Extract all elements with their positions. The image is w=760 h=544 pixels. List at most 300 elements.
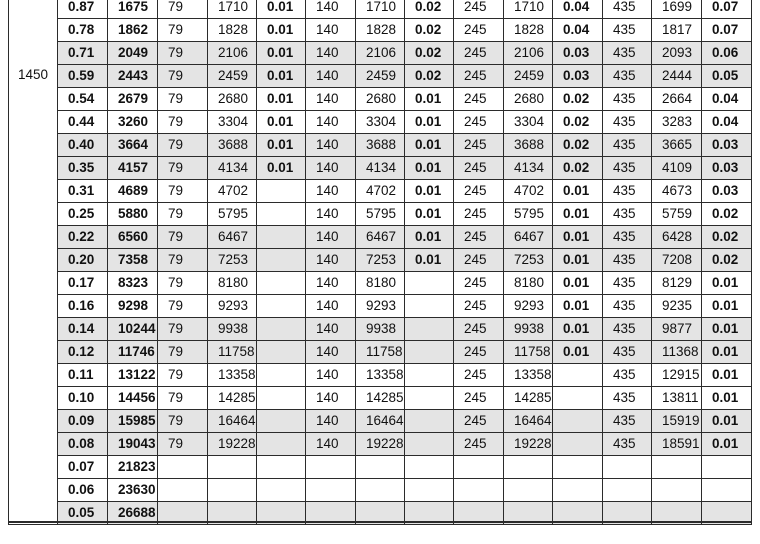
value-cell: 6428	[652, 226, 702, 249]
value-cell: 79	[158, 88, 208, 111]
value-cell	[405, 456, 454, 479]
value-cell: 0.02	[702, 226, 752, 249]
value-cell: 3283	[652, 111, 702, 134]
table-row	[9, 387, 752, 410]
ratio-cell: 0.14	[58, 318, 108, 341]
table-row	[9, 364, 752, 387]
torque-cell: 13122	[108, 364, 158, 387]
value-cell: 3304	[504, 111, 553, 134]
value-cell: 9293	[504, 295, 553, 318]
value-cell: 0.02	[405, 19, 454, 42]
value-cell: 2106	[208, 42, 257, 65]
value-cell: 140	[306, 272, 356, 295]
value-cell	[356, 479, 405, 502]
ratio-cell: 0.87	[58, 0, 108, 19]
torque-cell: 7358	[108, 249, 158, 272]
value-cell: 245	[454, 88, 504, 111]
value-cell: 435	[603, 226, 652, 249]
value-cell: 0.02	[405, 0, 454, 19]
value-cell: 0.01	[257, 134, 306, 157]
value-cell: 12915	[652, 364, 702, 387]
value-cell: 8180	[356, 272, 405, 295]
ratio-cell: 0.16	[58, 295, 108, 318]
value-cell: 0.04	[702, 88, 752, 111]
value-cell: 0.01	[553, 295, 603, 318]
value-cell	[405, 318, 454, 341]
value-cell	[257, 249, 306, 272]
torque-cell: 15985	[108, 410, 158, 433]
value-cell: 1710	[504, 0, 553, 19]
ratio-cell: 0.78	[58, 19, 108, 42]
value-cell: 5795	[208, 203, 257, 226]
ratio-cell: 0.20	[58, 249, 108, 272]
value-cell: 19228	[356, 433, 405, 456]
table-row	[9, 203, 752, 226]
speed-cell	[9, 0, 58, 525]
value-cell: 79	[158, 134, 208, 157]
ratio-cell: 0.09	[58, 410, 108, 433]
value-cell: 245	[454, 157, 504, 180]
value-cell: 7253	[356, 249, 405, 272]
value-cell: 0.04	[553, 19, 603, 42]
value-cell: 14285	[208, 387, 257, 410]
value-cell: 2459	[504, 65, 553, 88]
value-cell: 18591	[652, 433, 702, 456]
value-cell: 245	[454, 226, 504, 249]
value-cell	[553, 456, 603, 479]
value-cell	[356, 456, 405, 479]
value-cell: 245	[454, 364, 504, 387]
torque-cell: 14456	[108, 387, 158, 410]
value-cell	[454, 479, 504, 502]
value-cell	[603, 479, 652, 502]
torque-cell: 5880	[108, 203, 158, 226]
value-cell: 1710	[356, 0, 405, 19]
value-cell	[553, 479, 603, 502]
value-cell: 140	[306, 65, 356, 88]
ratio-cell: 0.44	[58, 111, 108, 134]
table-row	[9, 433, 752, 456]
value-cell: 13358	[356, 364, 405, 387]
table-row	[9, 19, 752, 42]
value-cell: 140	[306, 134, 356, 157]
value-cell: 435	[603, 249, 652, 272]
value-cell: 245	[454, 249, 504, 272]
value-cell	[257, 180, 306, 203]
ratio-cell: 0.22	[58, 226, 108, 249]
ratio-cell: 0.54	[58, 88, 108, 111]
table-row	[9, 111, 752, 134]
value-cell	[702, 456, 752, 479]
ratio-cell: 0.35	[58, 157, 108, 180]
value-cell: 6467	[504, 226, 553, 249]
value-cell: 1828	[208, 19, 257, 42]
value-cell: 79	[158, 157, 208, 180]
value-cell: 3688	[356, 134, 405, 157]
value-cell: 435	[603, 364, 652, 387]
value-cell: 9938	[356, 318, 405, 341]
value-cell: 79	[158, 0, 208, 19]
value-cell	[504, 456, 553, 479]
value-cell	[702, 479, 752, 502]
value-cell: 13358	[504, 364, 553, 387]
value-cell: 0.01	[702, 433, 752, 456]
value-cell: 2093	[652, 42, 702, 65]
torque-cell: 4689	[108, 180, 158, 203]
value-cell: 9938	[504, 318, 553, 341]
value-cell: 16464	[356, 410, 405, 433]
table-body	[9, 0, 752, 525]
value-cell: 0.01	[257, 65, 306, 88]
value-cell: 79	[158, 226, 208, 249]
torque-cell: 8323	[108, 272, 158, 295]
table-row	[9, 180, 752, 203]
value-cell: 1828	[356, 19, 405, 42]
value-cell: 0.02	[553, 88, 603, 111]
value-cell: 2680	[356, 88, 405, 111]
table-row	[9, 226, 752, 249]
value-cell: 0.01	[702, 387, 752, 410]
value-cell	[257, 456, 306, 479]
value-cell	[405, 387, 454, 410]
table-row	[9, 65, 752, 88]
value-cell: 3665	[652, 134, 702, 157]
value-cell: 0.01	[257, 111, 306, 134]
value-cell: 140	[306, 42, 356, 65]
value-cell: 0.01	[405, 203, 454, 226]
torque-cell: 2049	[108, 42, 158, 65]
value-cell: 435	[603, 42, 652, 65]
value-cell	[405, 433, 454, 456]
value-cell: 79	[158, 295, 208, 318]
value-cell: 5759	[652, 203, 702, 226]
value-cell	[257, 226, 306, 249]
value-cell: 140	[306, 203, 356, 226]
value-cell: 0.01	[702, 410, 752, 433]
value-cell	[208, 479, 257, 502]
value-cell: 0.01	[405, 180, 454, 203]
value-cell: 0.02	[553, 157, 603, 180]
value-cell: 0.05	[702, 65, 752, 88]
value-cell: 7253	[504, 249, 553, 272]
value-cell: 0.01	[553, 180, 603, 203]
value-cell: 13811	[652, 387, 702, 410]
value-cell: 8129	[652, 272, 702, 295]
ratio-cell: 0.06	[58, 479, 108, 502]
value-cell	[405, 364, 454, 387]
table-row	[9, 88, 752, 111]
data-table	[8, 0, 752, 525]
value-cell: 7253	[208, 249, 257, 272]
value-cell: 0.03	[553, 42, 603, 65]
value-cell: 435	[603, 295, 652, 318]
ratio-cell: 0.40	[58, 134, 108, 157]
torque-cell: 3260	[108, 111, 158, 134]
value-cell: 245	[454, 19, 504, 42]
torque-cell: 1862	[108, 19, 158, 42]
value-cell	[306, 456, 356, 479]
value-cell: 9293	[356, 295, 405, 318]
value-cell	[405, 272, 454, 295]
value-cell: 11758	[504, 341, 553, 364]
torque-cell: 1675	[108, 0, 158, 19]
value-cell: 79	[158, 249, 208, 272]
value-cell: 19228	[208, 433, 257, 456]
value-cell: 140	[306, 318, 356, 341]
value-cell: 0.04	[553, 0, 603, 19]
value-cell: 140	[306, 0, 356, 19]
value-cell: 9293	[208, 295, 257, 318]
value-cell: 8180	[208, 272, 257, 295]
value-cell: 140	[306, 341, 356, 364]
value-cell	[158, 479, 208, 502]
value-cell: 5795	[504, 203, 553, 226]
value-cell	[553, 410, 603, 433]
value-cell: 245	[454, 433, 504, 456]
torque-cell: 3664	[108, 134, 158, 157]
value-cell: 0.07	[702, 19, 752, 42]
torque-cell: 2443	[108, 65, 158, 88]
value-cell: 140	[306, 433, 356, 456]
value-cell: 140	[306, 295, 356, 318]
value-cell: 245	[454, 295, 504, 318]
value-cell	[652, 479, 702, 502]
value-cell: 2444	[652, 65, 702, 88]
value-cell: 0.02	[702, 249, 752, 272]
value-cell: 245	[454, 410, 504, 433]
value-cell: 245	[454, 341, 504, 364]
value-cell: 140	[306, 226, 356, 249]
value-cell: 435	[603, 19, 652, 42]
value-cell: 0.01	[405, 157, 454, 180]
value-cell: 4673	[652, 180, 702, 203]
value-cell: 2106	[356, 42, 405, 65]
torque-cell: 26688	[108, 502, 158, 525]
value-cell: 1699	[652, 0, 702, 19]
table-row	[9, 295, 752, 318]
value-cell: 79	[158, 272, 208, 295]
value-cell: 79	[158, 65, 208, 88]
torque-cell: 9298	[108, 295, 158, 318]
value-cell: 4134	[208, 157, 257, 180]
value-cell: 79	[158, 433, 208, 456]
table-row	[9, 456, 752, 479]
value-cell: 140	[306, 410, 356, 433]
value-cell: 4702	[504, 180, 553, 203]
value-cell	[405, 410, 454, 433]
value-cell: 0.01	[257, 0, 306, 19]
value-cell: 435	[603, 180, 652, 203]
value-cell	[553, 387, 603, 410]
value-cell: 0.01	[405, 88, 454, 111]
value-cell: 0.01	[702, 341, 752, 364]
value-cell: 0.01	[702, 295, 752, 318]
value-cell: 79	[158, 180, 208, 203]
value-cell: 435	[603, 65, 652, 88]
table-row	[9, 0, 752, 19]
value-cell: 0.01	[405, 226, 454, 249]
value-cell	[257, 479, 306, 502]
torque-cell: 11746	[108, 341, 158, 364]
value-cell: 435	[603, 272, 652, 295]
value-cell: 79	[158, 203, 208, 226]
value-cell: 245	[454, 111, 504, 134]
value-cell: 0.01	[553, 272, 603, 295]
value-cell: 9877	[652, 318, 702, 341]
value-cell: 0.02	[553, 134, 603, 157]
value-cell: 140	[306, 157, 356, 180]
value-cell: 435	[603, 157, 652, 180]
value-cell	[553, 433, 603, 456]
value-cell: 6467	[208, 226, 257, 249]
value-cell	[553, 364, 603, 387]
value-cell: 435	[603, 433, 652, 456]
value-cell: 0.01	[405, 134, 454, 157]
value-cell: 0.01	[553, 226, 603, 249]
value-cell: 11758	[356, 341, 405, 364]
value-cell: 9235	[652, 295, 702, 318]
value-cell: 16464	[208, 410, 257, 433]
value-cell: 0.01	[405, 111, 454, 134]
value-cell	[257, 410, 306, 433]
torque-cell: 2679	[108, 88, 158, 111]
value-cell: 435	[603, 0, 652, 19]
value-cell: 0.03	[702, 180, 752, 203]
value-cell: 0.06	[702, 42, 752, 65]
value-cell: 140	[306, 88, 356, 111]
value-cell: 0.01	[553, 249, 603, 272]
value-cell: 5795	[356, 203, 405, 226]
value-cell: 140	[306, 387, 356, 410]
value-cell: 435	[603, 203, 652, 226]
value-cell: 2459	[356, 65, 405, 88]
value-cell: 4109	[652, 157, 702, 180]
table-row	[9, 341, 752, 364]
value-cell	[208, 456, 257, 479]
value-cell	[158, 456, 208, 479]
ratio-cell: 0.10	[58, 387, 108, 410]
speed-label: 1450	[17, 67, 49, 82]
ratio-cell: 0.11	[58, 364, 108, 387]
value-cell	[454, 456, 504, 479]
value-cell: 8180	[504, 272, 553, 295]
value-cell: 11368	[652, 341, 702, 364]
value-cell: 13358	[208, 364, 257, 387]
value-cell: 435	[603, 410, 652, 433]
value-cell: 0.01	[257, 19, 306, 42]
value-cell: 0.01	[553, 203, 603, 226]
value-cell: 1817	[652, 19, 702, 42]
value-cell: 9938	[208, 318, 257, 341]
ratio-cell: 0.08	[58, 433, 108, 456]
value-cell: 14285	[356, 387, 405, 410]
torque-cell: 21823	[108, 456, 158, 479]
value-cell: 0.01	[553, 341, 603, 364]
value-cell	[257, 272, 306, 295]
value-cell: 0.02	[553, 111, 603, 134]
table-row	[9, 134, 752, 157]
value-cell: 0.02	[405, 65, 454, 88]
torque-cell: 6560	[108, 226, 158, 249]
value-cell: 245	[454, 65, 504, 88]
value-cell	[652, 456, 702, 479]
value-cell	[257, 387, 306, 410]
value-cell: 0.01	[257, 42, 306, 65]
table-row	[9, 479, 752, 502]
torque-cell: 10244	[108, 318, 158, 341]
ratio-cell: 0.59	[58, 65, 108, 88]
value-cell: 3688	[208, 134, 257, 157]
value-cell: 2459	[208, 65, 257, 88]
value-cell: 435	[603, 318, 652, 341]
value-cell: 14285	[504, 387, 553, 410]
value-cell: 15919	[652, 410, 702, 433]
value-cell: 7208	[652, 249, 702, 272]
value-cell: 0.01	[702, 318, 752, 341]
value-cell: 140	[306, 111, 356, 134]
value-cell: 245	[454, 272, 504, 295]
value-cell: 245	[454, 42, 504, 65]
ratio-cell: 0.71	[58, 42, 108, 65]
value-cell: 79	[158, 410, 208, 433]
value-cell: 1828	[504, 19, 553, 42]
value-cell: 16464	[504, 410, 553, 433]
value-cell: 2680	[504, 88, 553, 111]
value-cell	[603, 456, 652, 479]
value-cell	[257, 318, 306, 341]
value-cell: 3304	[356, 111, 405, 134]
table-row	[9, 42, 752, 65]
value-cell: 79	[158, 387, 208, 410]
value-cell: 2664	[652, 88, 702, 111]
value-cell: 140	[306, 249, 356, 272]
value-cell: 0.01	[702, 364, 752, 387]
value-cell: 3688	[504, 134, 553, 157]
value-cell	[257, 203, 306, 226]
value-cell: 79	[158, 111, 208, 134]
value-cell: 435	[603, 387, 652, 410]
table-bottom-rule	[8, 521, 751, 523]
torque-cell: 23630	[108, 479, 158, 502]
ratio-cell: 0.31	[58, 180, 108, 203]
value-cell: 435	[603, 134, 652, 157]
value-cell: 0.01	[257, 157, 306, 180]
value-cell: 0.03	[553, 65, 603, 88]
table-row	[9, 157, 752, 180]
torque-cell: 4157	[108, 157, 158, 180]
value-cell	[257, 433, 306, 456]
value-cell: 435	[603, 111, 652, 134]
value-cell: 4702	[356, 180, 405, 203]
value-cell: 0.02	[702, 203, 752, 226]
value-cell: 6467	[356, 226, 405, 249]
value-cell: 4702	[208, 180, 257, 203]
table-row	[9, 272, 752, 295]
value-cell: 79	[158, 364, 208, 387]
value-cell: 1710	[208, 0, 257, 19]
value-cell: 245	[454, 0, 504, 19]
value-cell	[405, 479, 454, 502]
value-cell: 3304	[208, 111, 257, 134]
value-cell: 0.03	[702, 134, 752, 157]
value-cell: 4134	[504, 157, 553, 180]
value-cell: 435	[603, 341, 652, 364]
value-cell	[405, 295, 454, 318]
value-cell: 0.04	[702, 111, 752, 134]
value-cell: 140	[306, 19, 356, 42]
value-cell: 245	[454, 318, 504, 341]
value-cell: 140	[306, 364, 356, 387]
